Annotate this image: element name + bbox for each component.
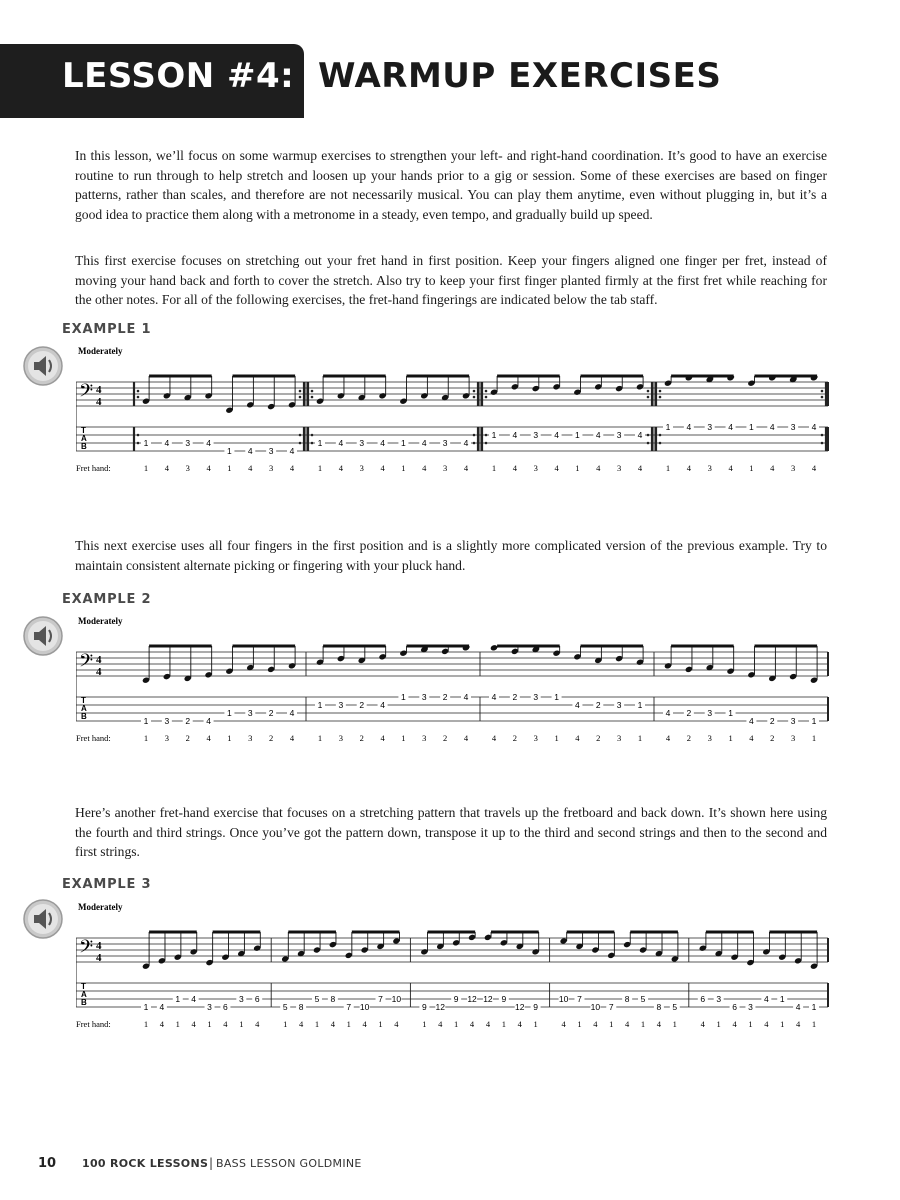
third-exercise-paragraph: Here’s another fret-hand exercise that focuses on a stretching pattern that travels up the fretboard and back down. It’s shown here using the fourth and third strings. Once you’ve got the pattern down, transpose it up to the third and second strings and then to the second and first strings. bbox=[75, 805, 827, 860]
first-exercise-paragraph: This first exercise focuses on stretching out your fret hand in first position. Keep your fingers aligned one finger per fret, instead of moving your hand back and forth to cover the stretch. Also try to keep your first finger planted firmly at the first fret while reaching for the other notes. For all of the following exercises, the fret-hand fingerings are indicated below the tab staff. bbox=[75, 253, 827, 308]
repeat-dot bbox=[821, 442, 824, 445]
tab-number: 3 bbox=[185, 438, 191, 448]
tab-clef-letter: A bbox=[81, 434, 87, 443]
tab-number: 1 bbox=[811, 1002, 817, 1012]
fingering-number: 3 bbox=[443, 463, 448, 473]
fingering-number: 1 bbox=[575, 463, 580, 473]
fingering-number: 1 bbox=[283, 1019, 288, 1029]
fingering-number: 1 bbox=[207, 1019, 212, 1029]
audio-speaker-icon[interactable] bbox=[22, 345, 64, 387]
tab-number: 3 bbox=[707, 422, 713, 432]
fingering-number: 1 bbox=[637, 733, 643, 743]
tab-clef-letter: T bbox=[81, 982, 86, 991]
tab-number: 3 bbox=[790, 422, 796, 432]
tab-number: 4 bbox=[665, 708, 671, 718]
tab-number: 3 bbox=[707, 708, 713, 718]
tab-number: 8 bbox=[330, 994, 336, 1004]
example-3-score bbox=[76, 896, 836, 1046]
fingering-number: 4 bbox=[206, 463, 211, 473]
tab-number: 4 bbox=[463, 438, 469, 448]
time-signature-top: 4 bbox=[96, 384, 102, 396]
fingering-number: 3 bbox=[269, 463, 274, 473]
repeat-dot bbox=[659, 434, 662, 437]
tab-number: 4 bbox=[769, 422, 775, 432]
repeat-dot bbox=[137, 434, 140, 437]
fingering-number: 4 bbox=[438, 1019, 443, 1029]
tab-number: 7 bbox=[608, 1002, 614, 1012]
repeat-dot bbox=[485, 434, 488, 437]
fingering-number: 4 bbox=[637, 463, 643, 473]
repeat-dot bbox=[311, 396, 314, 399]
tab-clef-letter: B bbox=[81, 998, 87, 1007]
example-1-notation bbox=[76, 340, 836, 490]
tab-number: 6 bbox=[732, 1002, 737, 1012]
tab-number: 2 bbox=[686, 708, 692, 718]
tab-number: 1 bbox=[554, 692, 559, 702]
tab-number: 3 bbox=[716, 994, 722, 1004]
fingering-number: 4 bbox=[686, 463, 691, 473]
tab-number: 1 bbox=[317, 700, 323, 710]
tab-number: 3 bbox=[616, 430, 622, 440]
tab-number: 1 bbox=[728, 708, 733, 718]
tab-number: 1 bbox=[491, 430, 497, 440]
repeat-dot bbox=[137, 390, 140, 393]
fingering-number: 3 bbox=[422, 733, 427, 743]
tempo-marking: Moderately bbox=[78, 616, 123, 626]
fingering-number: 1 bbox=[749, 463, 754, 473]
fingering-number: 2 bbox=[359, 733, 364, 743]
fingering-number: 3 bbox=[164, 733, 169, 743]
fingering-number: 4 bbox=[289, 733, 295, 743]
fingering-number: 1 bbox=[640, 1019, 646, 1029]
tab-number: 7 bbox=[577, 994, 582, 1004]
fingering-number: 3 bbox=[533, 463, 538, 473]
tab-number: 1 bbox=[227, 708, 232, 718]
tab-number: 4 bbox=[763, 994, 769, 1004]
fingering-number: 3 bbox=[791, 463, 796, 473]
fingering-number: 1 bbox=[533, 1019, 538, 1029]
time-signature-bottom: 4 bbox=[96, 396, 102, 408]
tab-number: 4 bbox=[164, 438, 170, 448]
tab-number: 1 bbox=[637, 700, 643, 710]
fingering-number: 1 bbox=[314, 1019, 320, 1029]
fingering-number: 1 bbox=[665, 463, 671, 473]
tab-number: 8 bbox=[298, 1002, 304, 1012]
fingering-number: 1 bbox=[401, 733, 406, 743]
tab-number: 4 bbox=[512, 430, 518, 440]
fingering-number: 1 bbox=[491, 463, 497, 473]
tab-number: 12 bbox=[514, 1002, 525, 1012]
fingering-number: 3 bbox=[707, 463, 712, 473]
tab-number: 4 bbox=[206, 438, 211, 448]
time-signature-bottom: 4 bbox=[96, 666, 102, 678]
tab-number: 3 bbox=[748, 1002, 753, 1012]
tab-number: 1 bbox=[575, 430, 580, 440]
tempo-marking: Moderately bbox=[78, 902, 123, 912]
repeat-dot bbox=[485, 442, 488, 445]
page-number: 10 bbox=[38, 1156, 57, 1171]
tab-clef-letter: T bbox=[81, 696, 86, 705]
fingering-number: 4 bbox=[749, 733, 754, 743]
fingering-number: 4 bbox=[362, 1019, 367, 1029]
fingering-number: 4 bbox=[223, 1019, 228, 1029]
tab-number: 4 bbox=[338, 438, 344, 448]
repeat-dot bbox=[647, 396, 650, 399]
fingering-number: 4 bbox=[575, 733, 580, 743]
tab-number: 1 bbox=[143, 716, 149, 726]
tab-number: 7 bbox=[378, 994, 383, 1004]
tab-number: 6 bbox=[700, 994, 706, 1004]
repeat-dot bbox=[821, 434, 824, 437]
fingering-number: 1 bbox=[728, 733, 733, 743]
tab-number: 10 bbox=[391, 994, 402, 1004]
tab-number: 6 bbox=[254, 994, 260, 1004]
fingering-number: 3 bbox=[338, 733, 343, 743]
fret-hand-label: Fret hand: bbox=[76, 733, 111, 743]
tab-clef-letter: B bbox=[81, 442, 87, 451]
fingering-number: 2 bbox=[770, 733, 775, 743]
tab-number: 2 bbox=[595, 700, 601, 710]
tab-number: 5 bbox=[314, 994, 320, 1004]
fingering-number: 4 bbox=[665, 733, 671, 743]
fingering-number: 1 bbox=[577, 1019, 582, 1029]
tab-number: 4 bbox=[380, 700, 385, 710]
tab-number: 9 bbox=[453, 994, 459, 1004]
tab-number: 10 bbox=[590, 1002, 601, 1012]
fingering-number: 1 bbox=[811, 733, 817, 743]
tab-number: 3 bbox=[238, 994, 244, 1004]
tab-number: 6 bbox=[223, 1002, 228, 1012]
second-exercise-paragraph: This next exercise uses all four fingers in the first position and is a slightly more complicated version of the previous example. Try to maintain consistent alternate picking or fingering with your pluck hand. bbox=[75, 538, 827, 573]
fingering-number: 4 bbox=[330, 1019, 335, 1029]
fingering-number: 1 bbox=[143, 463, 149, 473]
fingering-number: 3 bbox=[617, 733, 622, 743]
tab-number: 3 bbox=[359, 438, 365, 448]
tab-number: 5 bbox=[640, 994, 646, 1004]
fingering-number: 4 bbox=[596, 463, 601, 473]
tab-number: 4 bbox=[421, 438, 427, 448]
fingering-number: 3 bbox=[248, 733, 253, 743]
fingering-number: 1 bbox=[401, 463, 406, 473]
fingering-number: 1 bbox=[143, 733, 149, 743]
fingering-number: 4 bbox=[380, 733, 385, 743]
repeat-dot bbox=[659, 396, 662, 399]
tab-number: 4 bbox=[159, 1002, 165, 1012]
repeat-dot bbox=[299, 396, 302, 399]
fingering-number: 2 bbox=[596, 733, 601, 743]
fingering-number: 4 bbox=[728, 463, 733, 473]
tab-number: 4 bbox=[811, 422, 817, 432]
fingering-number: 4 bbox=[700, 1019, 705, 1029]
tab-number: 5 bbox=[672, 1002, 678, 1012]
fingering-number: 2 bbox=[686, 733, 691, 743]
tab-number: 7 bbox=[346, 1002, 352, 1012]
repeat-dot bbox=[659, 390, 662, 393]
fingering-number: 1 bbox=[317, 463, 323, 473]
example-1-label: EXAMPLE 1 bbox=[62, 322, 152, 337]
fingering-number: 4 bbox=[485, 1019, 491, 1029]
repeat-dot bbox=[299, 390, 302, 393]
tab-number: 4 bbox=[289, 708, 295, 718]
fingering-number: 1 bbox=[175, 1019, 180, 1029]
tab-number: 4 bbox=[749, 716, 754, 726]
fingering-number: 3 bbox=[359, 463, 364, 473]
fingering-number: 4 bbox=[491, 733, 497, 743]
repeat-dot bbox=[299, 434, 302, 437]
fingering-number: 4 bbox=[380, 463, 385, 473]
fingering-number: 1 bbox=[346, 1019, 351, 1029]
tab-number: 8 bbox=[656, 1002, 662, 1012]
tab-number: 4 bbox=[686, 422, 692, 432]
repeat-dot bbox=[311, 434, 314, 437]
fingering-number: 1 bbox=[227, 733, 232, 743]
fingering-number: 4 bbox=[255, 1019, 260, 1029]
example-2-label: EXAMPLE 2 bbox=[62, 592, 152, 607]
tab-number: 12 bbox=[435, 1002, 446, 1012]
example-3-label: EXAMPLE 3 bbox=[62, 877, 152, 892]
book-title: 100 ROCK LESSONS bbox=[82, 1157, 209, 1170]
tab-number: 1 bbox=[401, 692, 406, 702]
repeat-dot bbox=[311, 390, 314, 393]
repeat-dot bbox=[647, 390, 650, 393]
fingering-number: 1 bbox=[454, 1019, 459, 1029]
fingering-number: 3 bbox=[707, 733, 712, 743]
tab-number: 4 bbox=[491, 692, 497, 702]
tab-number: 4 bbox=[637, 430, 643, 440]
tab-number: 3 bbox=[268, 446, 274, 456]
repeat-dot bbox=[137, 396, 140, 399]
lesson-number: LESSON #4: bbox=[62, 56, 295, 96]
tab-number: 5 bbox=[282, 1002, 288, 1012]
tab-clef-letter: B bbox=[81, 712, 87, 721]
bass-clef-icon: 𝄢 bbox=[79, 651, 94, 676]
tempo-marking: Moderately bbox=[78, 346, 123, 356]
fingering-number: 4 bbox=[394, 1019, 399, 1029]
tab-number: 2 bbox=[185, 716, 191, 726]
tab-number: 1 bbox=[143, 1002, 149, 1012]
tab-number: 1 bbox=[401, 438, 406, 448]
fingering-number: 4 bbox=[764, 1019, 769, 1029]
time-signature-top: 4 bbox=[96, 940, 102, 952]
fingering-number: 4 bbox=[159, 1019, 165, 1029]
tab-number: 1 bbox=[175, 994, 181, 1004]
tab-number: 12 bbox=[467, 994, 477, 1004]
repeat-dot bbox=[659, 442, 662, 445]
tab-number: 8 bbox=[624, 994, 630, 1004]
fingering-number: 4 bbox=[248, 463, 253, 473]
fingering-number: 1 bbox=[716, 1019, 721, 1029]
tab-number: 1 bbox=[811, 716, 817, 726]
fingering-number: 4 bbox=[463, 463, 469, 473]
tab-number: 2 bbox=[769, 716, 775, 726]
tab-number: 4 bbox=[206, 716, 211, 726]
repeat-dot bbox=[473, 396, 476, 399]
repeat-dot bbox=[137, 442, 140, 445]
time-signature-top: 4 bbox=[96, 654, 102, 666]
fingering-number: 4 bbox=[463, 733, 469, 743]
fingering-number: 1 bbox=[239, 1019, 244, 1029]
example-2-notation bbox=[76, 610, 836, 760]
fingering-number: 4 bbox=[770, 463, 775, 473]
fingering-number: 4 bbox=[625, 1019, 630, 1029]
fingering-number: 4 bbox=[732, 1019, 737, 1029]
fingering-number: 1 bbox=[554, 733, 559, 743]
fingering-number: 4 bbox=[206, 733, 211, 743]
tab-clef-letter: T bbox=[81, 426, 86, 435]
tab-number: 2 bbox=[442, 692, 448, 702]
tab-number: 2 bbox=[359, 700, 365, 710]
fingering-number: 1 bbox=[780, 1019, 785, 1029]
fingering-number: 1 bbox=[501, 1019, 506, 1029]
fret-hand-label: Fret hand: bbox=[76, 463, 111, 473]
footer-separator: | bbox=[209, 1156, 214, 1170]
tab-number: 4 bbox=[595, 430, 601, 440]
tab-number: 4 bbox=[795, 1002, 801, 1012]
intro-paragraph: In this lesson, we’ll focus on some warmup exercises to strengthen your left- and right-hand coordination. It’s good to have an exercise routine to run through to help stretch and loosen up your hands prior to a gig or session. Some of these exercises are based on finger patterns, rather than scales, and therefore are not necessarily musical. You can play them anytime, even without plugging in, but it’s a good idea to practice them along with a metronome in a steady, even tempo, and gradually build up speed. bbox=[75, 148, 827, 222]
repeat-dot bbox=[647, 434, 650, 437]
fingering-number: 4 bbox=[164, 463, 169, 473]
fingering-number: 4 bbox=[811, 463, 817, 473]
tab-number: 3 bbox=[790, 716, 796, 726]
bass-clef-icon: 𝄢 bbox=[79, 381, 94, 406]
fingering-number: 4 bbox=[422, 463, 427, 473]
tab-number: 12 bbox=[483, 994, 493, 1004]
example-3-notation bbox=[76, 896, 836, 1046]
repeat-dot bbox=[311, 442, 314, 445]
repeat-dot bbox=[821, 396, 824, 399]
fingering-number: 3 bbox=[533, 733, 538, 743]
tab-number: 4 bbox=[554, 430, 559, 440]
fingering-number: 2 bbox=[185, 733, 190, 743]
tab-number: 4 bbox=[728, 422, 733, 432]
tab-number: 1 bbox=[665, 422, 671, 432]
tab-number: 4 bbox=[289, 446, 295, 456]
fingering-number: 4 bbox=[469, 1019, 475, 1029]
fingering-number: 4 bbox=[298, 1019, 304, 1029]
tab-number: 9 bbox=[422, 1002, 427, 1012]
time-signature-bottom: 4 bbox=[96, 952, 102, 964]
fingering-number: 3 bbox=[791, 733, 796, 743]
tab-number: 3 bbox=[338, 700, 344, 710]
tab-number: 2 bbox=[512, 692, 518, 702]
tab-number: 10 bbox=[558, 994, 569, 1004]
repeat-dot bbox=[485, 396, 488, 399]
tab-number: 10 bbox=[359, 1002, 370, 1012]
fingering-number: 2 bbox=[269, 733, 274, 743]
tab-number: 3 bbox=[207, 1002, 212, 1012]
tab-number: 4 bbox=[191, 994, 197, 1004]
fingering-number: 1 bbox=[378, 1019, 383, 1029]
tab-number: 3 bbox=[421, 692, 427, 702]
fingering-number: 4 bbox=[656, 1019, 662, 1029]
audio-speaker-icon[interactable] bbox=[22, 898, 64, 940]
repeat-dot bbox=[485, 390, 488, 393]
tab-number: 1 bbox=[317, 438, 323, 448]
tab-number: 3 bbox=[533, 430, 539, 440]
example-1-score bbox=[76, 340, 836, 490]
fingering-number: 3 bbox=[185, 463, 190, 473]
fingering-number: 1 bbox=[317, 733, 323, 743]
fingering-number: 1 bbox=[422, 1019, 427, 1029]
fingering-number: 1 bbox=[748, 1019, 753, 1029]
repeat-dot bbox=[821, 390, 824, 393]
repeat-dot bbox=[473, 390, 476, 393]
fingering-number: 1 bbox=[227, 463, 232, 473]
fingering-number: 4 bbox=[338, 463, 343, 473]
fingering-number: 4 bbox=[593, 1019, 598, 1029]
tab-clef-letter: A bbox=[81, 704, 87, 713]
bass-clef-icon: 𝄢 bbox=[79, 937, 94, 962]
tab-clef-letter: A bbox=[81, 990, 87, 999]
fingering-number: 4 bbox=[191, 1019, 196, 1029]
repeat-dot bbox=[647, 442, 650, 445]
fingering-number: 1 bbox=[609, 1019, 614, 1029]
repeat-dot bbox=[299, 442, 302, 445]
fingering-number: 4 bbox=[289, 463, 295, 473]
fingering-number: 1 bbox=[672, 1019, 677, 1029]
audio-speaker-icon[interactable] bbox=[22, 615, 64, 657]
tab-number: 9 bbox=[501, 994, 507, 1004]
fingering-number: 4 bbox=[554, 463, 559, 473]
tab-number: 1 bbox=[143, 438, 149, 448]
tab-number: 1 bbox=[779, 994, 785, 1004]
tab-number: 4 bbox=[575, 700, 580, 710]
fingering-number: 4 bbox=[561, 1019, 566, 1029]
fingering-number: 2 bbox=[443, 733, 448, 743]
repeat-dot bbox=[473, 434, 476, 437]
fingering-number: 1 bbox=[811, 1019, 817, 1029]
lesson-title: WARMUP EXERCISES bbox=[318, 56, 722, 96]
tab-number: 2 bbox=[268, 708, 274, 718]
book-subtitle: BASS LESSON GOLDMINE bbox=[216, 1157, 362, 1170]
fret-hand-label: Fret hand: bbox=[76, 1019, 111, 1029]
tab-number: 3 bbox=[533, 692, 539, 702]
tab-number: 3 bbox=[247, 708, 253, 718]
example-2-score bbox=[76, 610, 836, 760]
tab-number: 3 bbox=[164, 716, 170, 726]
tab-number: 4 bbox=[463, 692, 469, 702]
fingering-number: 2 bbox=[512, 733, 517, 743]
tab-number: 4 bbox=[247, 446, 253, 456]
tab-number: 4 bbox=[380, 438, 385, 448]
fingering-number: 4 bbox=[512, 463, 517, 473]
repeat-dot bbox=[473, 442, 476, 445]
fingering-number: 3 bbox=[617, 463, 622, 473]
tab-number: 3 bbox=[442, 438, 448, 448]
tab-number: 1 bbox=[749, 422, 754, 432]
fingering-number: 1 bbox=[143, 1019, 149, 1029]
tab-number: 1 bbox=[227, 446, 232, 456]
tab-number: 9 bbox=[533, 1002, 538, 1012]
tab-number: 3 bbox=[616, 700, 622, 710]
fingering-number: 4 bbox=[517, 1019, 522, 1029]
fingering-number: 4 bbox=[795, 1019, 801, 1029]
